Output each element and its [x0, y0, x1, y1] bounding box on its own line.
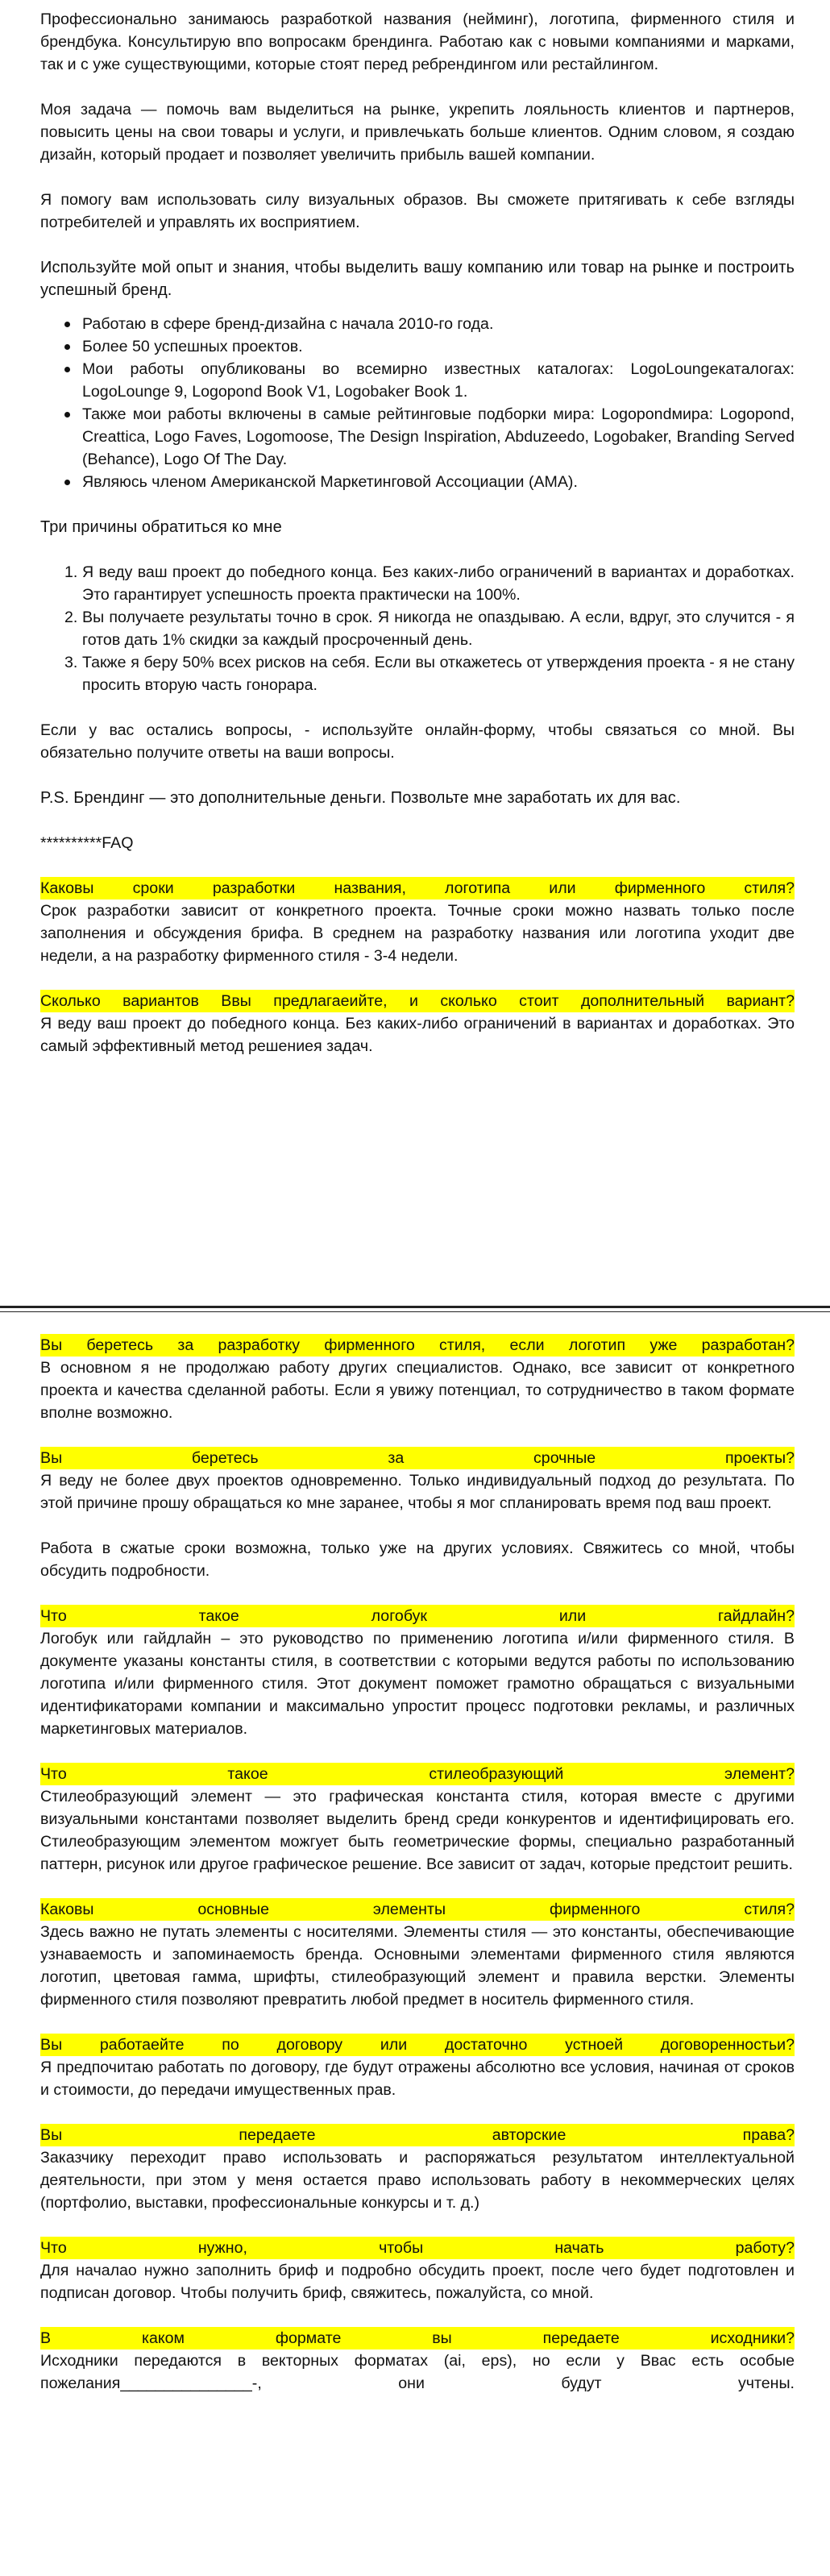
faq-answer: Я веду не более двух проектов одновременно. Только индивидуальный подход до результата. По этой причине прошу обращаться ко мне заранее, чтобы я мог спланировать время под ваш проект. [40, 1472, 795, 1512]
list-item: Мои работы опубликованы во всемирно известных каталогах: LogoLoungeкаталогах: LogoLounge 9, Logopond Book V1, Logobaker Book 1. [40, 358, 795, 403]
faq-question: Вы беретесь за срочные проекты? [40, 1447, 795, 1469]
faq-answer: Я предпочитаю работать по договору, где будут отражены абсолютно все условия, начиная от сроков и стоимости, до передачи имущественных прав. [40, 2059, 795, 2099]
faq-question: Что такое логобук или гайдлайн? [40, 1605, 795, 1627]
list-number: 1. [64, 563, 78, 581]
intro-paragraph-1: Профессионально занимаюсь разработкой названия (нейминг), логотипа, фирменного стиля и брендбука. Консультирую впо вопросакм брендинга. Работаю как с новыми компаниями и марками, так и с уже существующими, которые стоят перед ребрендингом или рестайлингом. [40, 10, 795, 73]
faq-question: В каком формате вы передаете исходники? [40, 2327, 795, 2350]
faq-question: Каковы сроки разработки названия, логотипа или фирменного стиля? [40, 877, 795, 900]
experience-list [40, 313, 795, 493]
list-item: Работаю в сфере бренд-дизайна с начала 2010-го года. [40, 313, 795, 335]
reason-text: Также я беру 50% всех рисков на себя. Если вы откажетесь от утверждения проекта - я не стану просить вторую часть гонорара. [82, 654, 795, 694]
faq-answer: Я веду ваш проект до победного конца. Без каких-либо ограничений в вариантах и доработках. Это самый эффективный метод решениея задач. [40, 1015, 795, 1055]
reasons-list [40, 561, 795, 696]
intro-paragraph-2: Моя задача — помочь вам выделиться на рынке, укрепить лояльность клиентов и партнеров, повысить цены на свои товары и услуги, и привлечькать больше клиентов. Одним словом, я создаю дизайн, который продает и позволяет увеличить прибыль вашей компании. [40, 101, 795, 164]
faq-answer-extra: Работа в сжатые сроки возможна, только уже на других условиях. Свяжитесь со мной, чтобы обсудить подробности. [40, 1539, 795, 1580]
faq-answer: В основном я не продолжаю работу других специалистов. Однако, все зависит от конкретного проекта и качества сделанной работы. Если я увижу потенциал, то сотрудничество в таком формате вполне возможно. [40, 1359, 795, 1422]
faq-answer: Срок разработки зависит от конкретного проекта. Точные сроки можно назвать только после заполнения и обсуждения брифа. В среднем на разработку названия или логотипа уходит две недели, а на разработку фирменного стиля - 3-4 недели. [40, 902, 795, 965]
document-page-2 [0, 1334, 830, 2395]
list-item [40, 561, 795, 606]
faq-question: Вы работаейте по договору или достаточно устноей договоренностьи? [40, 2034, 795, 2056]
faq-answer: Для началао нужно заполнить бриф и подробно обсудить проект, после чего будет подготовлен и подписан договор. Чтобы получить бриф, свяжитесь, пожалуйста, со мной. [40, 2262, 795, 2302]
faq-question: Вы беретесь за разработку фирменного стиля, если логотип уже разработан? [40, 1334, 795, 1357]
reason-text: Я веду ваш проект до победного конца. Без каких-либо ограничений в вариантах и доработках. Это гарантирует успешность проекта практически на 100%. [82, 563, 795, 604]
questions-paragraph: Если у вас остались вопросы, - используйте онлайн-форму, чтобы связаться со мной. Вы обязательно получите ответы на ваши вопросы. [40, 721, 795, 762]
faq-answer: Здесь важно не путать элементы с носителями. Элементы стиля — это константы, обеспечивающие узнаваемость и запоминаемость бренда. Основными элементами фирменного стиля являются логотип, цветовая гамма, шрифты, стилеобразующий элемент и правила верстки. Элементы фирменного стиля позволяют превратить любой предмет в носитель фирменного стиля. [40, 1923, 795, 2009]
page-break [0, 1306, 830, 1312]
faq-question: Что нужно, чтобы начать работу? [40, 2237, 795, 2259]
ps-line: P.S. Брендинг — это дополнительные деньги. Позвольте мне заработать их для вас. [40, 789, 681, 807]
faq-answer: Стилеобразующий элемент — это графическая константа стиля, которая вместе с другими визуальными константами позволяет выделить бренд среди конкурентов и идентифицировать его. Стилеобразующим элементом можгует быть геометрические формы, специально разработанный паттерн, рисунок или другое графическое решение. Все зависит от задач, которые предстоит решить. [40, 1788, 795, 1873]
list-item [40, 606, 795, 651]
reason-text: Вы получаете результаты точно в срок. Я никогда не опаздываю. А если, вдруг, это случится - я готов дать 1% скидки за каждый просроченный день. [82, 609, 795, 649]
faq-question: Каковы основные элементы фирменного стиля? [40, 1898, 795, 1921]
list-item: Являюсь членом Американской Маркетинговой Ассоциации (AMA). [40, 471, 795, 493]
faq-answer: Заказчику переходит право использовать и распоряжаться результатом интеллектуальной деятельности, при этом у меня остается право использовать работу в некоммерческих целях (портфолио, выставки, профессиональные конкурсы и т. д.) [40, 2149, 795, 2212]
list-number: 3. [64, 654, 78, 671]
document-page-1 [0, 8, 830, 1057]
faq-answer: Исходники передаются в векторных форматах (ai, eps), но если у Ввас есть особые пожелания_______________-, они будут учтены. [40, 2352, 795, 2392]
faq-answer: Логобук или гайдлайн – это руководство по применению логотипа и/или фирменного стиля. В документе указаны константы стиля, в соответствии с которыми ведутся работы по использованию логотипа и/или фирменного стиля. Этот документ поможет грамотно обращаться с визуальными идентификаторами компании и максимально упростит процесс подготовки рекламы, и различных маркетинговых материалов. [40, 1630, 795, 1738]
experience-heading: Используйте мой опыт и знания, чтобы выделить вашу компанию или товар на рынке и построить успешный бренд. [40, 259, 795, 299]
list-item [40, 651, 795, 696]
list-item: Более 50 успешных проектов. [40, 335, 795, 358]
faq-label: **********FAQ [40, 834, 134, 852]
faq-question: Вы передаете авторские права? [40, 2124, 795, 2146]
list-item: Также мои работы включены в самые рейтинговые подборки мира: Logopondмира: Logopond, Creattica, Logo Faves, Logomoose, The Design Inspiration, Abduzeedo, Logobaker, Branding Served (Behance), Logo Of The Day. [40, 403, 795, 471]
faq-question: Что такое стилеобразующий элемент? [40, 1763, 795, 1785]
intro-paragraph-3: Я помогу вам использовать силу визуальных образов. Вы сможете притягивать к себе взгляды потребителей и управлять их восприятием. [40, 191, 795, 231]
faq-question: Сколько вариантов Ввы предлагаеийте, и сколько стоит дополнительный вариант? [40, 990, 795, 1012]
list-number: 2. [64, 609, 78, 626]
reasons-heading: Три причины обратиться ко мне [40, 518, 282, 536]
